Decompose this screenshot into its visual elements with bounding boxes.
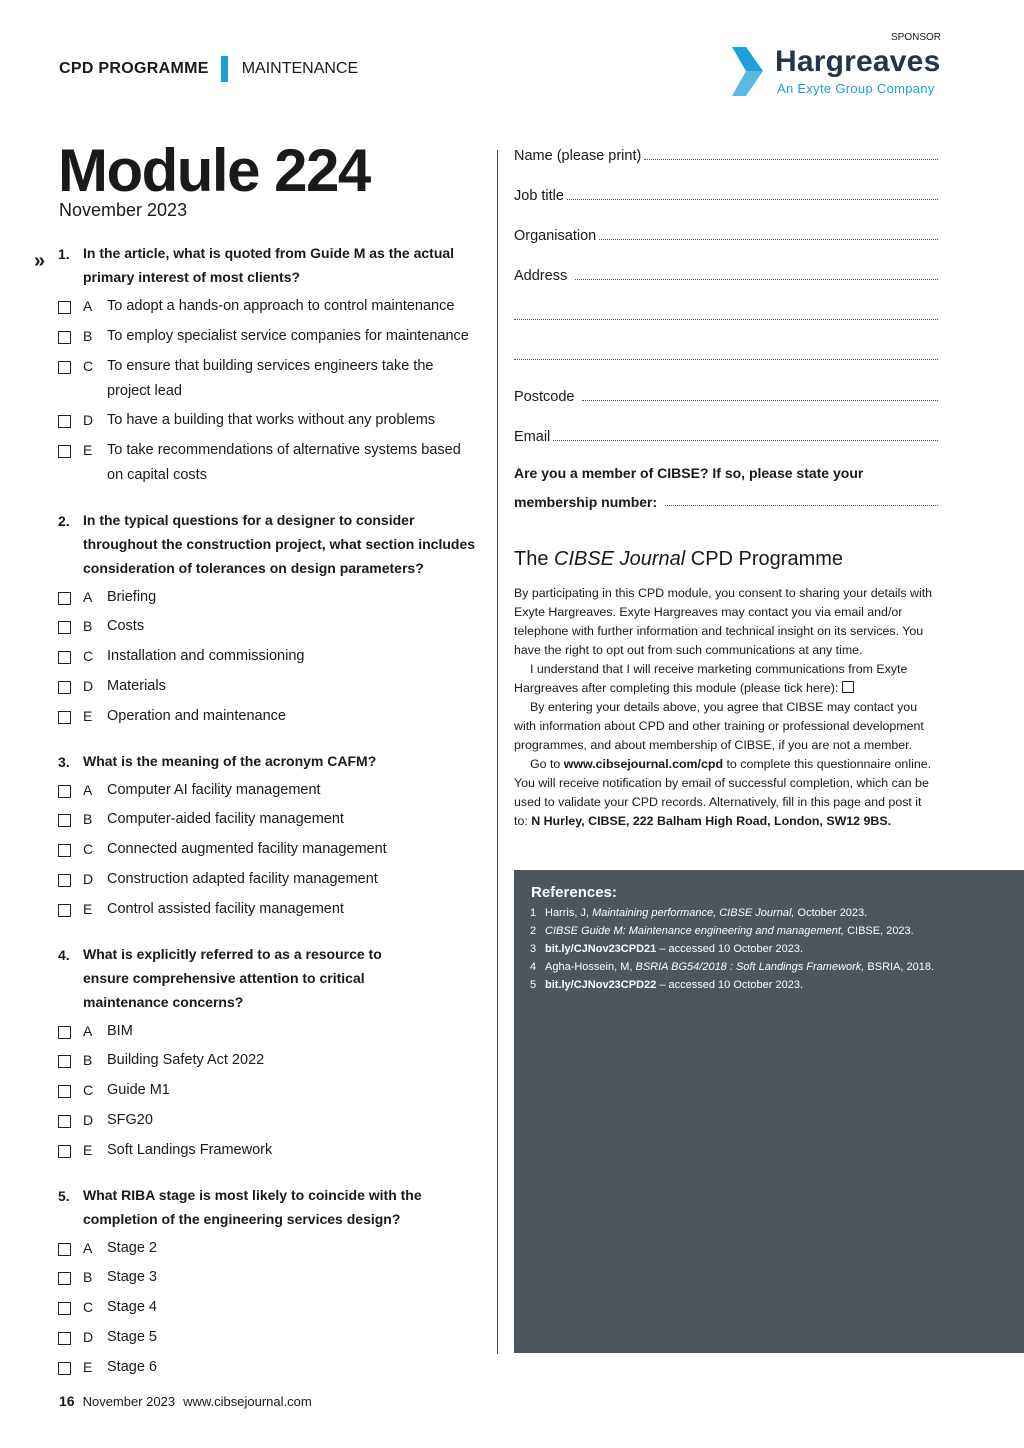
answer-checkbox[interactable] [58, 844, 71, 857]
option-letter: A [83, 781, 93, 798]
reference-number: 1 [530, 907, 537, 919]
option-text[interactable] [107, 704, 487, 729]
reference-detail: CIBSE, 2023. [844, 925, 914, 937]
answer-checkbox[interactable] [58, 1362, 71, 1375]
option-text-line: To have a building that works without any problems [107, 412, 436, 429]
reference-number: 3 [530, 943, 537, 955]
option-letter: B [83, 618, 93, 635]
option-text-line: To take recommendations of alternative systems based [107, 442, 461, 458]
column-divider [497, 150, 498, 1354]
question-number: 2. [58, 512, 70, 529]
option-letter: B [83, 811, 93, 828]
option-text[interactable] [107, 1138, 487, 1163]
reference-link[interactable]: bit.ly/CJNov23CPD21 [545, 943, 657, 955]
email-label: Email [514, 429, 551, 445]
option-letter: D [83, 871, 94, 887]
question-text-line: In the typical questions for a designer to consider [83, 511, 415, 528]
cpd-website-link[interactable]: www.cibsejournal.com/cpd [563, 757, 724, 771]
marketing-text: I understand that I will receive marketing communications from Exyte Hargreaves after completing this module (please tick here): [514, 662, 908, 695]
page-title: Module 224 [58, 137, 370, 204]
address-label: Address [514, 268, 568, 284]
reference-author: Harris, J, [545, 907, 593, 919]
option-text-line: Control assisted facility management [107, 900, 344, 917]
option-text[interactable] [107, 867, 487, 892]
module-date: November 2023 [59, 200, 188, 220]
answer-checkbox[interactable] [58, 621, 71, 634]
option-text-line: Installation and commissioning [107, 648, 305, 665]
answer-checkbox[interactable] [58, 814, 71, 827]
marketing-consent-checkbox[interactable] [842, 681, 854, 693]
reference-title: BSRIA BG54/2018 : Soft Landings Framework, [635, 961, 865, 973]
address-input-line[interactable] [575, 278, 938, 280]
option-text-line: Materials [107, 678, 166, 694]
option-text[interactable] [107, 1019, 487, 1044]
answer-checkbox[interactable] [58, 1302, 71, 1315]
answer-checkbox[interactable] [58, 711, 71, 724]
option-text-line: Construction adapted facility management [107, 871, 378, 887]
name-label: Name (please print) [514, 148, 642, 164]
answer-checkbox[interactable] [58, 1272, 71, 1285]
question-text [83, 749, 483, 773]
reference-detail: – accessed 10 October 2023. [656, 943, 804, 955]
answer-checkbox[interactable] [58, 1115, 71, 1128]
option-letter: A [83, 298, 93, 314]
reference-detail: – accessed 10 October 2023. [656, 979, 804, 991]
answer-checkbox[interactable] [58, 651, 71, 664]
option-text[interactable] [107, 354, 487, 404]
answer-checkbox[interactable] [58, 301, 71, 314]
answer-checkbox[interactable] [58, 681, 71, 694]
marketing-paragraph [514, 660, 938, 698]
reference-item [530, 907, 867, 919]
option-text[interactable] [107, 1355, 487, 1380]
option-letter: C [83, 1082, 94, 1099]
start-marker-icon: » [34, 250, 46, 272]
postcode-label: Postcode [514, 389, 575, 405]
answer-checkbox[interactable] [58, 1055, 71, 1068]
question-text [83, 942, 483, 1014]
reference-number: 5 [530, 979, 537, 991]
option-text[interactable] [107, 837, 487, 862]
option-letter: B [83, 1052, 93, 1069]
cpd-title-pre: The [514, 548, 555, 570]
question-text-line: primary interest of most clients? [83, 269, 301, 285]
option-text-line: Stage 2 [107, 1239, 157, 1256]
answer-checkbox[interactable] [58, 904, 71, 917]
reference-title: CIBSE Guide M: Maintenance engineering and management, [545, 925, 845, 937]
running-header [59, 56, 358, 82]
page-footer [59, 1393, 312, 1409]
option-text[interactable] [107, 438, 487, 488]
reference-detail: October 2023. [794, 907, 868, 919]
option-text[interactable] [107, 778, 487, 803]
question-text [83, 241, 483, 289]
name-input-line[interactable] [644, 158, 938, 160]
answer-checkbox[interactable] [58, 592, 71, 605]
option-text-line: Computer AI facility management [107, 781, 321, 798]
organisation-label: Organisation [514, 228, 597, 244]
footer-url[interactable]: www.cibsejournal.com [183, 1394, 312, 1409]
membership-number-label: membership number: [514, 494, 658, 510]
question-text-line: completion of the engineering services design? [83, 1210, 401, 1227]
sponsor-logo [732, 47, 944, 97]
option-letter: E [83, 707, 93, 724]
question-text-line: consideration of tolerances on design parameters? [83, 559, 424, 576]
answer-checkbox[interactable] [58, 785, 71, 798]
option-letter: C [83, 1299, 94, 1316]
cpd-programme-text [514, 584, 938, 831]
option-text-line: To adopt a hands-on approach to control maintenance [107, 298, 455, 314]
option-text-line: Operation and maintenance [107, 707, 286, 724]
option-text[interactable] [107, 644, 487, 669]
header-divider-bar [221, 56, 228, 82]
option-text-line: Costs [107, 618, 145, 635]
section-label: MAINTENANCE [241, 60, 359, 77]
answer-checkbox[interactable] [58, 1145, 71, 1158]
option-text[interactable] [107, 1265, 487, 1290]
option-text[interactable] [107, 1325, 487, 1350]
reference-title: Maintaining performance, CIBSE Journal, [592, 907, 795, 919]
question-text-line: What is the meaning of the acronym CAFM? [83, 752, 377, 769]
option-text[interactable] [107, 1108, 487, 1133]
option-letter: B [83, 327, 93, 344]
question-text [83, 1183, 483, 1231]
option-letter: C [83, 357, 94, 374]
reference-item [530, 961, 934, 973]
instructions-mid: to complete this questionnaire online. You will receive notification by email of successful completion, which can be used to validate your CPD records. Alternatively, fill in this page and post it to: [514, 757, 932, 828]
option-text-line: Stage 4 [107, 1299, 157, 1316]
programme-label: CPD PROGRAMME [59, 60, 209, 77]
question-text-line: In the article, what is quoted from Guide M as the actual [83, 245, 455, 261]
answer-checkbox[interactable] [58, 1085, 71, 1098]
option-text-line: Computer-aided facility management [107, 811, 344, 828]
logo-name: Hargreaves [775, 45, 941, 78]
option-text-line: project lead [107, 382, 182, 399]
reference-number: 4 [530, 961, 537, 973]
question-number: 1. [58, 246, 70, 262]
answer-checkbox[interactable] [58, 874, 71, 887]
reference-number: 2 [530, 925, 537, 937]
option-letter: E [83, 442, 93, 458]
option-text[interactable] [107, 1295, 487, 1320]
question-text [83, 508, 483, 580]
option-text[interactable] [107, 807, 487, 832]
answer-checkbox[interactable] [58, 331, 71, 344]
reference-item [530, 979, 803, 991]
answer-checkbox[interactable] [58, 361, 71, 374]
answer-checkbox[interactable] [58, 1243, 71, 1256]
postcode-input-line[interactable] [582, 399, 938, 401]
option-letter: A [83, 1239, 93, 1256]
cpd-title-journal: CIBSE Journal [554, 548, 686, 570]
contact-paragraph: By entering your details above, you agree that CIBSE may contact you with information about CPD and other training or professional development programmes, and about membership of CIBSE, if you are not a member. [514, 700, 924, 752]
references-title: References: [531, 884, 617, 901]
option-text[interactable] [107, 294, 487, 319]
email-field[interactable] [514, 429, 938, 445]
option-letter: A [83, 588, 93, 605]
name-field[interactable] [514, 148, 938, 164]
address-line-3[interactable] [514, 358, 938, 360]
email-input-line[interactable] [553, 439, 938, 441]
option-letter: D [83, 1112, 94, 1128]
option-text-line: Connected augmented facility management [107, 841, 387, 858]
membership-question: Are you a member of CIBSE? If so, please state your [514, 465, 864, 481]
reference-detail: BSRIA, 2018. [864, 961, 935, 973]
footer-date: November 2023 [82, 1394, 176, 1409]
postal-address: N Hurley, CIBSE, 222 Balham High Road, London, SW12 9BS. [531, 814, 892, 828]
option-text-line: on capital costs [107, 467, 207, 483]
option-text-line: Stage 6 [107, 1358, 157, 1375]
option-letter: D [83, 412, 94, 429]
references-panel [514, 870, 1024, 1353]
question-text-line: What is explicitly referred to as a resource to [83, 945, 382, 962]
address-line-2[interactable] [514, 318, 938, 320]
option-letter: C [83, 841, 94, 858]
question-number: 3. [58, 753, 70, 770]
answer-checkbox[interactable] [58, 1332, 71, 1345]
answer-checkbox[interactable] [58, 1026, 71, 1039]
organisation-field[interactable] [514, 228, 938, 244]
sponsor-label: SPONSOR [890, 32, 941, 43]
option-letter: E [83, 900, 93, 917]
option-text-line: BIM [107, 1022, 133, 1039]
membership-number-input-line[interactable] [665, 504, 938, 506]
answer-checkbox[interactable] [58, 415, 71, 428]
option-text[interactable] [107, 674, 487, 699]
question-text-line: ensure comprehensive attention to critical [83, 969, 365, 986]
cpd-programme-heading [514, 548, 843, 571]
question-text-line: What RIBA stage is most likely to coincide with the [83, 1186, 422, 1203]
instructions-paragraph [514, 755, 938, 831]
option-letter: D [83, 678, 94, 694]
option-text-line: Stage 3 [107, 1269, 157, 1286]
option-text-line: Stage 5 [107, 1329, 157, 1345]
reference-link[interactable]: bit.ly/CJNov23CPD22 [545, 979, 657, 991]
option-text-line: Briefing [107, 588, 157, 605]
option-letter: C [83, 648, 94, 665]
job-title-label: Job title [514, 188, 564, 204]
logo-tagline: An Exyte Group Company [777, 81, 935, 96]
option-text[interactable] [107, 324, 487, 349]
option-text[interactable] [107, 1048, 487, 1073]
organisation-input-line[interactable] [599, 238, 938, 240]
question-text-line: throughout the construction project, what section includes [83, 535, 476, 552]
option-text-line: Guide M1 [107, 1082, 170, 1099]
option-text[interactable] [107, 1236, 487, 1261]
page-number: 16 [59, 1393, 75, 1409]
option-text-line: SFG20 [107, 1112, 153, 1128]
option-text-line: Building Safety Act 2022 [107, 1052, 265, 1069]
option-text[interactable] [107, 408, 487, 433]
instructions-pre: Go to [530, 757, 564, 771]
postcode-field[interactable] [514, 389, 938, 405]
option-letter: B [83, 1269, 93, 1286]
option-text-line: To employ specialist service companies for maintenance [107, 327, 469, 344]
option-letter: E [83, 1358, 93, 1375]
option-letter: D [83, 1329, 94, 1345]
option-text[interactable] [107, 897, 487, 922]
answer-checkbox[interactable] [58, 445, 71, 458]
option-letter: A [83, 1022, 93, 1039]
option-letter: E [83, 1141, 93, 1158]
question-number: 4. [58, 946, 70, 963]
membership-number-field[interactable] [514, 494, 938, 510]
job-title-input-line[interactable] [567, 198, 938, 200]
cpd-title-post: CPD Programme [685, 548, 844, 570]
option-text[interactable] [107, 1078, 487, 1103]
chevron-logo-icon [732, 47, 772, 97]
address-field[interactable] [514, 268, 938, 284]
option-text-line: Soft Landings Framework [107, 1141, 273, 1158]
option-text[interactable] [107, 614, 487, 639]
option-text[interactable] [107, 585, 487, 610]
reference-item [530, 925, 914, 937]
reference-item [530, 943, 803, 955]
option-text-line: To ensure that building services engineers take the [107, 357, 434, 374]
reference-author: Agha-Hossein, M, [545, 961, 636, 973]
consent-paragraph: By participating in this CPD module, you consent to sharing your details with Exyte Hargreaves. Exyte Hargreaves may contact you via email and/or telephone with further information and technical insight on its services. You have the right to opt out from such communications at any time. [514, 586, 933, 657]
question-text-line: maintenance concerns? [83, 993, 244, 1010]
question-number: 5. [58, 1187, 70, 1204]
job-title-field[interactable] [514, 188, 938, 204]
